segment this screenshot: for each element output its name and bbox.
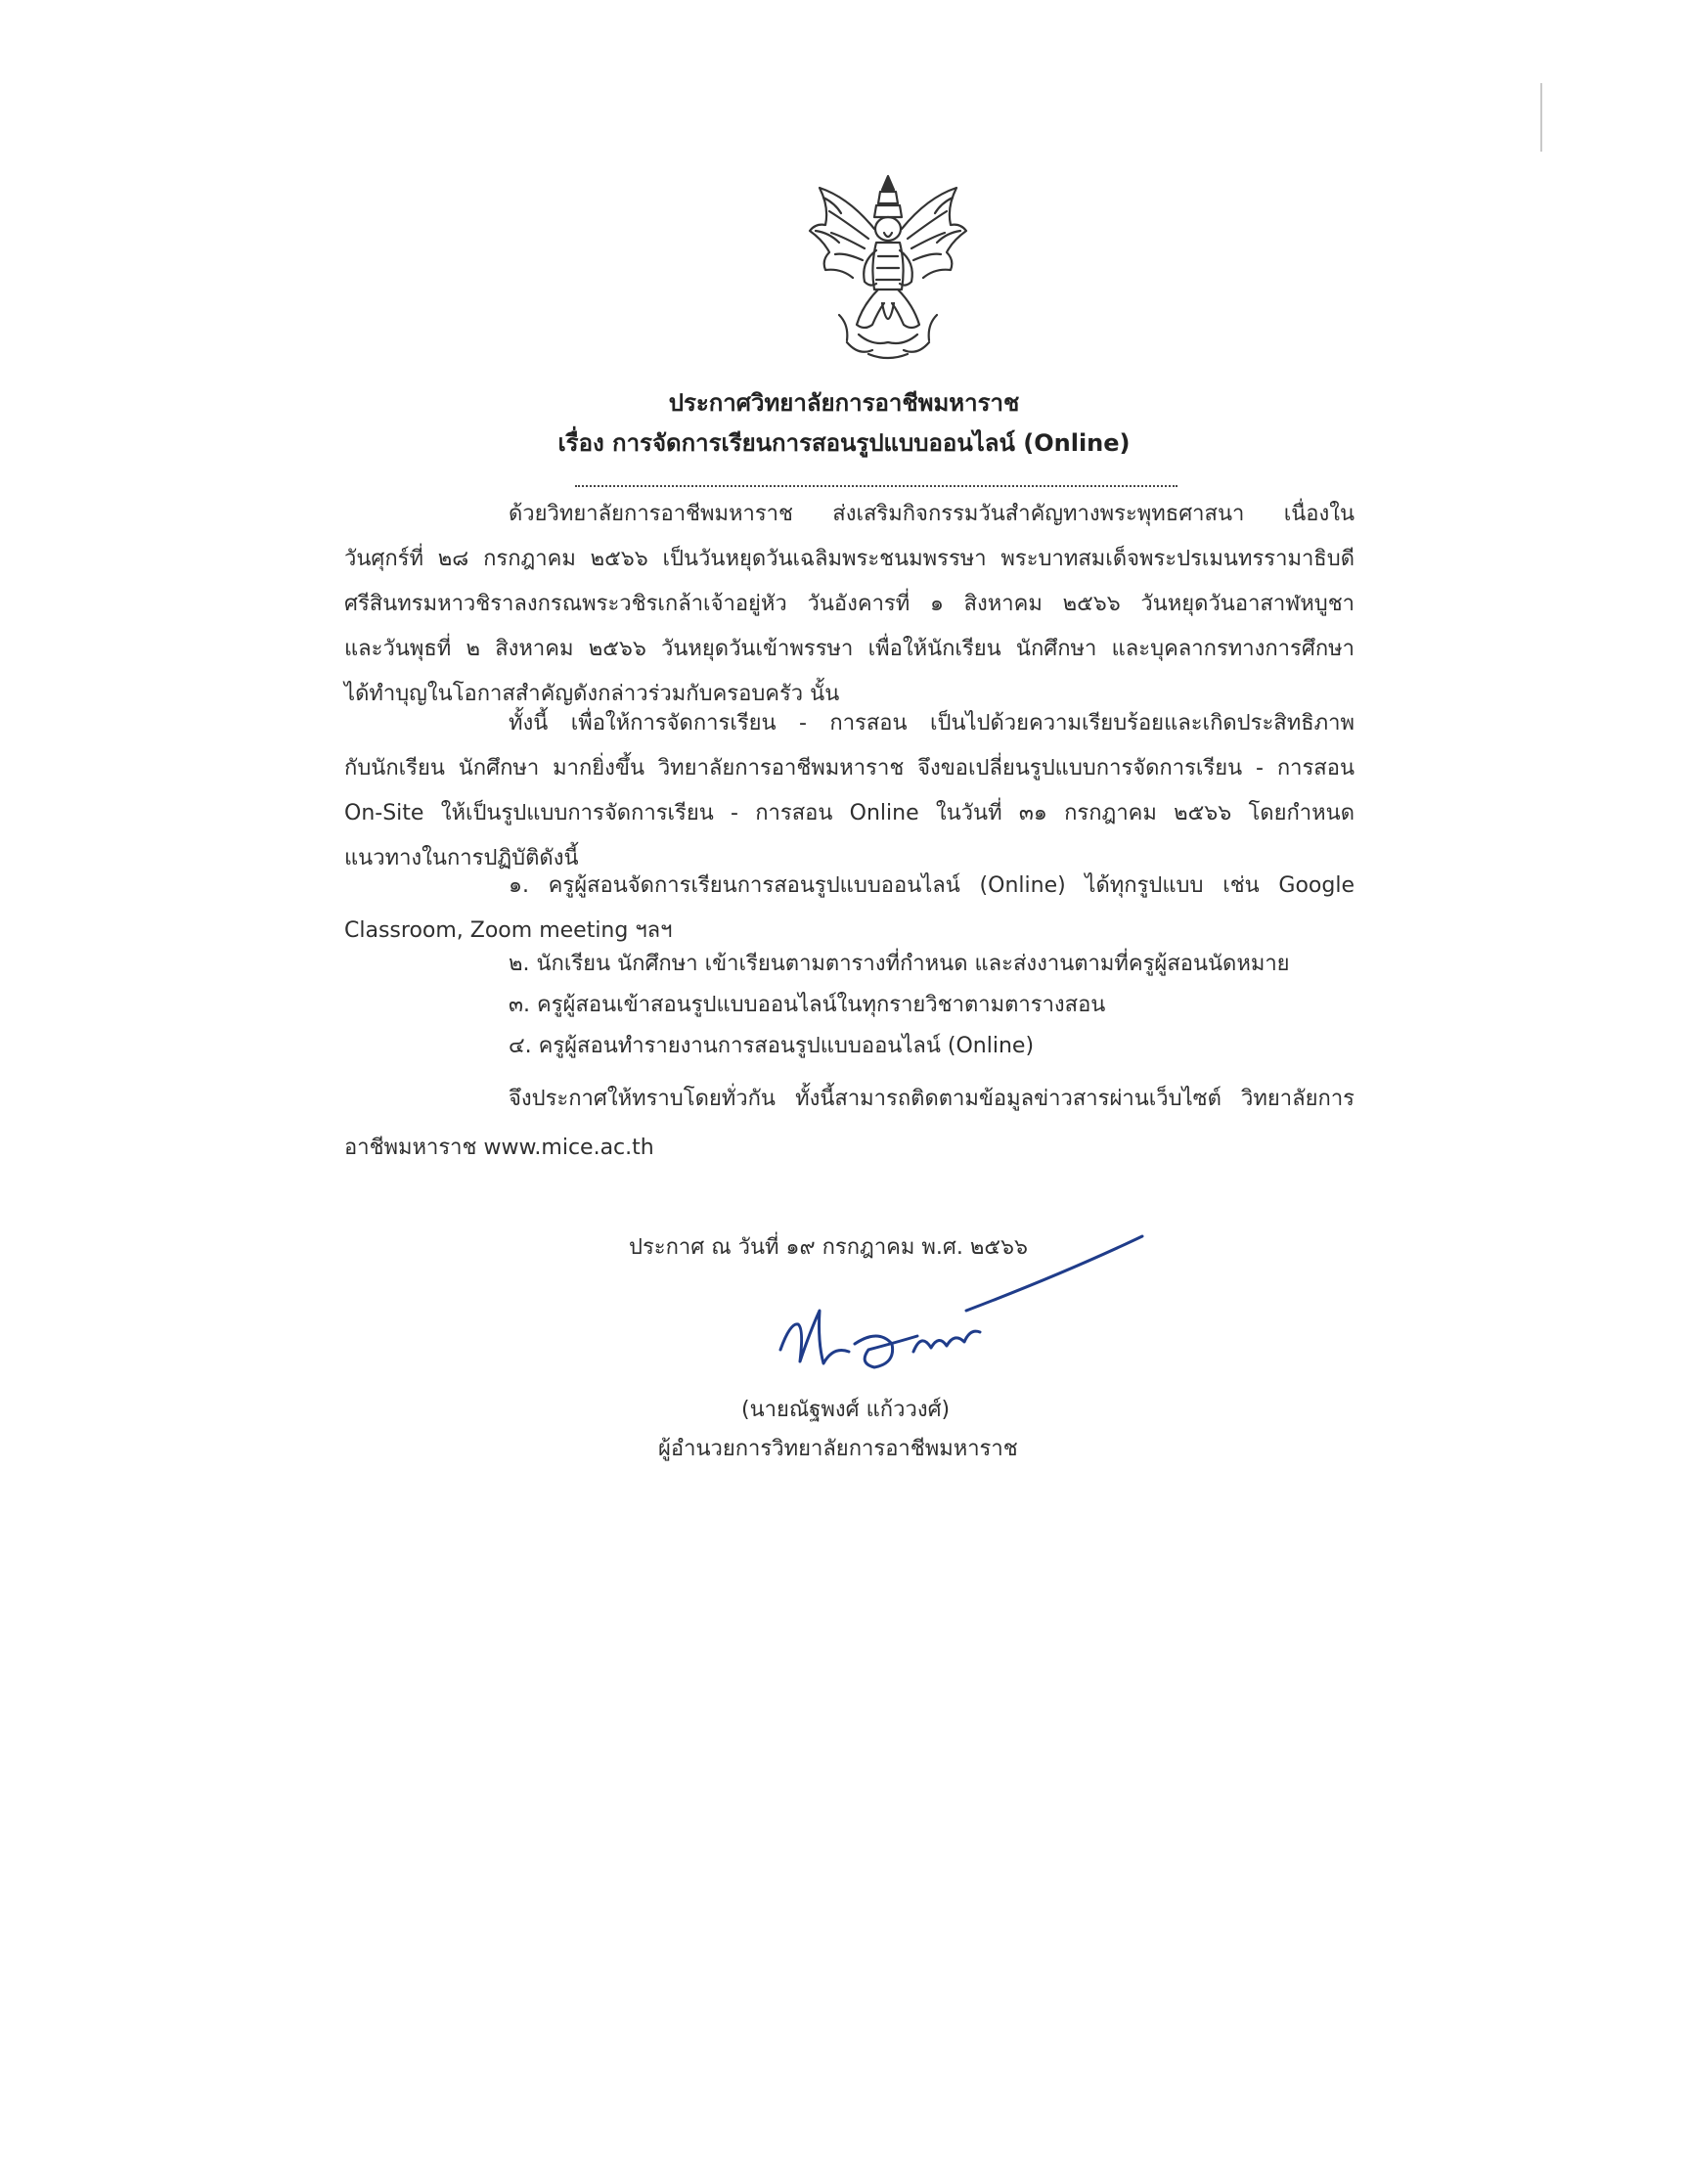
paragraph-1-line-1: ด้วยวิทยาลัยการอาชีพมหาราช ส่งเสริมกิจกรรมวันสำคัญทางพระพุทธศาสนา เนื่องใน <box>509 502 1355 526</box>
document-title: ประกาศวิทยาลัยการอาชีพมหาราช <box>668 389 1020 417</box>
scan-edge-mark <box>1540 83 1542 152</box>
announcement-date: ประกาศ ณ วันที่ ๑๙ กรกฎาคม พ.ศ. ๒๕๖๖ <box>629 1235 1028 1260</box>
closing-line-1: จึงประกาศให้ทราบโดยทั่วกัน ทั้งนี้สามารถติดตามข้อมูลข่าวสารผ่านเว็บไซต์ วิทยาลัยการ <box>509 1087 1355 1111</box>
paragraph-2-line-1: ทั้งนี้ เพื่อให้การจัดการเรียน - การสอน เป็นไปด้วยความเรียบร้อยและเกิดประสิทธิภาพ <box>509 711 1355 735</box>
list-item-2: ๒. นักเรียน นักศึกษา เข้าเรียนตามตารางที่กำหนด และส่งงานตามที่ครูผู้สอนนัดหมาย <box>509 952 1290 976</box>
paragraph-1-line-4: และวันพุธที่ ๒ สิงหาคม ๒๕๖๖ วันหยุดวันเข้าพรรษา เพื่อให้นักเรียน นักศึกษา และบุคลากรทางการศึกษา <box>344 637 1355 661</box>
garuda-emblem-icon <box>800 168 976 364</box>
dotted-divider <box>575 485 1177 487</box>
paragraph-1-line-5: ได้ทำบุญในโอกาสสำคัญดังกล่าวร่วมกับครอบครัว นั้น <box>344 682 840 706</box>
signer-name: (นายณัฐพงศ์ แก้ววงศ์) <box>741 1398 951 1422</box>
handwritten-signature-icon <box>771 1234 1162 1396</box>
paragraph-1-line-3: ศรีสินทรมหาวชิราลงกรณพระวชิรเกล้าเจ้าอยู่หัว วันอังคารที่ ๑ สิงหาคม ๒๕๖๖ วันหยุดวันอาสาฬหบูชา <box>344 592 1355 616</box>
paragraph-2-line-3: On-Site ให้เป็นรูปแบบการจัดการเรียน - การสอน Online ในวันที่ ๓๑ กรกฎาคม ๒๕๖๖ โดยกำหนด <box>344 801 1355 825</box>
list-item-3: ๓. ครูผู้สอนเข้าสอนรูปแบบออนไลน์ในทุกรายวิชาตามตารางสอน <box>509 993 1106 1017</box>
paragraph-2-line-2: กับนักเรียน นักศึกษา มากยิ่งขึ้น วิทยาลัยการอาชีพมหาราช จึงขอเปลี่ยนรูปแบบการจัดการเรียน - การสอน <box>344 756 1355 780</box>
list-item-1-continued: Classroom, Zoom meeting ฯลฯ <box>344 918 673 943</box>
document-subject: เรื่อง การจัดการเรียนการสอนรูปแบบออนไลน์ (Online) <box>557 429 1131 457</box>
closing-line-2: อาชีพมหาราช www.mice.ac.th <box>344 1136 654 1160</box>
list-item-1: ๑. ครูผู้สอนจัดการเรียนการสอนรูปแบบออนไลน์ (Online) ได้ทุกรูปแบบ เช่น Google <box>509 873 1355 898</box>
list-item-4: ๔. ครูผู้สอนทำรายงานการสอนรูปแบบออนไลน์ (Online) <box>509 1034 1035 1058</box>
paragraph-2-line-4: แนวทางในการปฏิบัติดังนี้ <box>344 846 579 870</box>
paragraph-1-line-2: วันศุกร์ที่ ๒๘ กรกฎาคม ๒๕๖๖ เป็นวันหยุดวันเฉลิมพระชนมพรรษา พระบาทสมเด็จพระปรเมนทรรามาธิบดี <box>344 547 1355 571</box>
signer-position: ผู้อำนวยการวิทยาลัยการอาชีพมหาราช <box>658 1437 1018 1461</box>
